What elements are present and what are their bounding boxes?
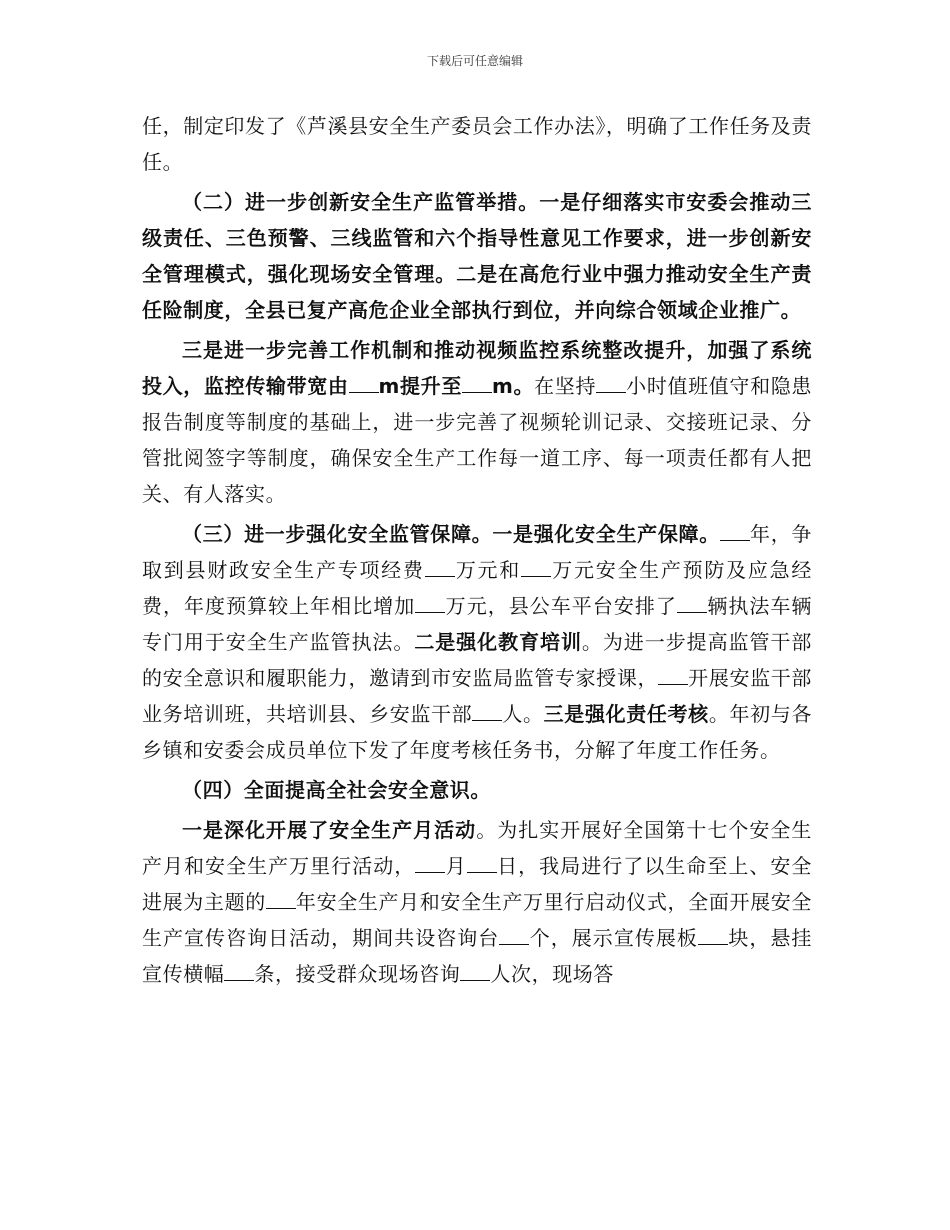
text-run: 小时值班值守和隐患报告制度等制度的基础上，进一步完善了视频轮训记录、交接班记录、分管批阅签字等制度，确保安全生产工作每一道工序、每一项责任都有人把关、有人落实。 — [142, 374, 812, 506]
text-run: 个，展示宣传展板 — [529, 926, 698, 950]
text-run: 辆执法车辆专门用于安全生产监管执法。 — [142, 594, 813, 654]
paragraph-monitoring — [142, 332, 812, 512]
text-run: 年安全生产月和安全生产万里行启动仪式，全面开展安全生产宣传咨询日活动，期间共设咨询台 — [142, 890, 812, 950]
text-run: 人。 — [502, 702, 544, 726]
bold-text-run: m。 — [491, 374, 535, 398]
blank-line — [224, 962, 254, 981]
blank-line — [266, 890, 296, 909]
bold-text-run: （二）进一步创新安全生产监管举措。一是仔细落实市安委会推动三级责任、三色预警、三线监管和六个指导性意见工作要求，进一步创新安全管理模式，强化现场安全管理。二是在高危行业中强力推动安全生产责任险制度，全县已复产高危企业全部执行到位，并向综合领域企业推广。 — [142, 190, 812, 322]
text-run: 开展安监干部业务培训班，共培训县、乡安监干部 — [142, 666, 812, 726]
text-run: 万元和 — [454, 558, 522, 582]
text-run: 月 — [445, 854, 467, 878]
bold-text-run: （三）进一步强化安全监管保障。一是强化安全生产保障。 — [182, 522, 720, 546]
text-run: 。年初与各乡镇和安委会成员单位下发了年度考核任务书，分解了年度工作任务。 — [142, 702, 812, 762]
blank-line — [425, 558, 455, 577]
blank-line — [462, 374, 492, 393]
blank-line — [472, 702, 502, 721]
text-run: 条，接受群众现场咨询 — [254, 962, 461, 986]
bold-text-run: 三是强化责任考核 — [543, 702, 709, 726]
bold-text-run: 三是进一步完善工作机制和推动视频监控系统整改提升，加强了系统投入，监控传输带宽由 — [142, 338, 812, 398]
text-run: 年，争取到县财政安全生产专项经费 — [142, 522, 812, 582]
bold-text-run: m提升至 — [378, 374, 462, 398]
bold-text-run: （四）全面提高全社会安全意识。 — [182, 778, 491, 802]
paragraph-section-4-heading — [142, 772, 812, 808]
text-run: 人次，现场答 — [490, 962, 615, 986]
page-header: 下载后可任意编辑 — [426, 54, 523, 68]
blank-line — [349, 374, 379, 393]
blank-line — [521, 558, 551, 577]
text-run: 。为进一步提高监管干部的安全意识和履职能力，邀请到市安监局监管专家授课， — [142, 630, 812, 690]
bold-text-run: 二是强化教育培训 — [414, 630, 582, 654]
blank-line — [720, 522, 750, 541]
blank-line — [415, 854, 445, 873]
blank-line — [467, 854, 497, 873]
blank-line — [460, 962, 490, 981]
text-run: 日，我局进行了以生命至上、安全进展为主题的 — [142, 854, 813, 914]
text-run: 万元安全生产预防及应急经费，年度预算较上年相比增加 — [142, 558, 812, 618]
text-run: 任，制定印发了《芦溪县安全生产委员会工作办法》，明确了工作任务及责任。 — [142, 114, 812, 174]
blank-line — [698, 926, 728, 945]
text-run: 万元，县公车平台安排了 — [445, 594, 677, 618]
blank-line — [658, 666, 688, 685]
bold-text-run: 一是深化开展了安全生产月活动 — [182, 818, 477, 842]
blank-line — [596, 374, 626, 393]
blank-line — [499, 926, 529, 945]
text-run: 在坚持 — [534, 374, 597, 398]
document-body — [142, 108, 812, 992]
blank-line — [677, 594, 707, 613]
paragraph-continued — [142, 108, 812, 180]
paragraph-safety-month — [142, 812, 812, 992]
text-run: 。为扎实开展好全国第十七个安全生产月和安全生产万里行活动， — [142, 818, 812, 878]
paragraph-section-2 — [142, 184, 812, 328]
text-run: 块，悬挂宣传横幅 — [142, 926, 812, 986]
paragraph-section-3 — [142, 516, 812, 768]
blank-line — [415, 594, 445, 613]
